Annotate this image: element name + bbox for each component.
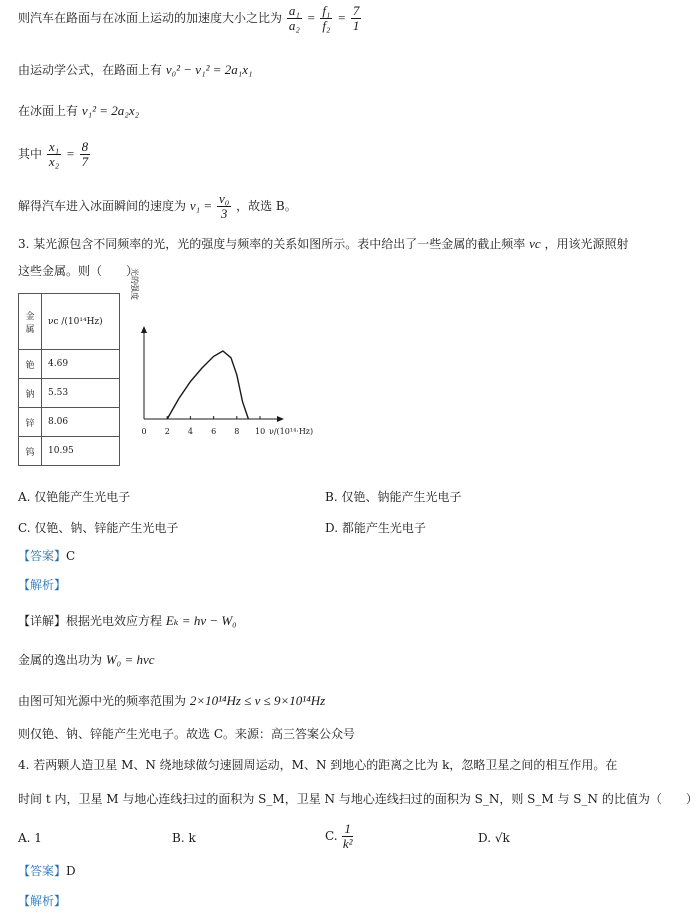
detail-line-1 <box>18 613 237 629</box>
fraction-f <box>320 4 332 33</box>
line3-text: 在冰面上有 <box>18 104 79 118</box>
q4-option-c-label: C. <box>325 829 338 843</box>
work-function-equation: W₀ = hνc <box>105 652 155 667</box>
v1-equals: v₁ = <box>189 198 213 213</box>
q4-text-2: 时间 t 内，卫星 M 与地心连线扫过的面积为 S_M，卫星 N 与地心连线扫过的面积为 S_N，则 S_M 与 S_N 的比值为（ ） <box>18 792 698 806</box>
line5-text: 解得汽车进入冰面瞬间的速度为 <box>18 199 187 213</box>
frac-den: k² <box>342 836 353 851</box>
q4-option-b: B. k <box>172 831 196 845</box>
frac-den: f₂ <box>322 18 331 33</box>
header-metal: 金属 <box>19 294 42 350</box>
equation-kinematics-ice: v₁² = 2a₂x₂ <box>81 103 140 118</box>
text-line-2 <box>18 62 253 78</box>
x-tick-label: 2 <box>164 427 170 436</box>
x-tick-label: 4 <box>187 427 193 436</box>
frac-num: 8 <box>81 139 89 154</box>
y-axis-label: 光的强度 <box>130 268 139 300</box>
q4-option-c <box>325 822 354 851</box>
question-3-line-2 <box>18 263 138 279</box>
q4-option-a: A. 1 <box>18 831 42 845</box>
q4-text-1: 4. 若两颗人造卫星 M、N 绕地球做匀速圆周运动，M、N 到地心的距离之比为 k，忽略卫星之间的相互作用。在 <box>18 758 618 772</box>
fraction-8-7 <box>80 140 91 169</box>
header-freq: νc /(10¹⁴Hz) <box>42 294 120 350</box>
detail-text-3: 由图可知光源中光的频率范围为 <box>18 694 187 708</box>
detail-text-1: 根据光电效应方程 <box>66 614 163 628</box>
frac-den: 1 <box>352 18 360 33</box>
line2-text: 由运动学公式，在路面上有 <box>18 63 163 77</box>
intensity-curve <box>167 351 248 419</box>
analysis-label: 【解析】 <box>18 578 67 592</box>
cell-freq: 4.69 <box>42 350 120 379</box>
frac-num: a₁ <box>288 3 300 18</box>
option-b: B. 仅铯、钠能产生光电子 <box>325 490 462 504</box>
cell-metal: 铯 <box>19 350 42 379</box>
cell-metal: 钠 <box>19 379 42 408</box>
frac-den: 7 <box>81 154 89 169</box>
question-3-line-1 <box>18 236 629 252</box>
x-tick-label: 8 <box>234 427 240 436</box>
frac-den: x₂ <box>48 154 60 169</box>
q4-option-d: D. √k <box>478 831 510 845</box>
q3-text-c: 这些金属。则（ ） <box>18 264 139 278</box>
answer-q3 <box>18 548 75 564</box>
cell-metal: 锌 <box>19 408 42 437</box>
cell-freq: 5.53 <box>42 379 120 408</box>
intensity-frequency-chart <box>130 268 330 442</box>
option-c: C. 仅铯、钠、锌能产生光电子 <box>18 521 179 535</box>
option-d: D. 都能产生光电子 <box>325 521 426 535</box>
equation-kinematics-road: v₀² − v₁² = 2a₁x₁ <box>165 62 253 77</box>
nu-c-symbol: νc <box>529 236 541 251</box>
option-a: A. 仅铯能产生光电子 <box>18 490 131 504</box>
cell-freq: 8.06 <box>42 408 120 437</box>
text-line-3 <box>18 103 139 119</box>
detail-line-3 <box>18 693 325 709</box>
answer-tag: 【答案】 <box>18 549 67 563</box>
answer-tag: 【答案】 <box>18 864 67 878</box>
text-line-1: 则汽车在路面与在冰面上运动的加速度大小之比为 $\frac{\text{a₁}}{\text{a₂}}$ = $\frac{\text{f₁}}{\text{f₂}}$ = $\frac{7}{1}$ <box>18 3 360 33</box>
detail-line-4 <box>18 726 355 742</box>
frac-num: 1 <box>344 821 351 836</box>
text-line-4: 其中 $\frac{\text{x₁}}{\text{x₂}}$ = $\frac{8}{7}$ <box>18 139 89 169</box>
fraction-x <box>47 140 61 169</box>
answer-q4 <box>18 863 76 879</box>
detail-text-2: 金属的逸出功为 <box>18 653 103 667</box>
cell-freq: 10.95 <box>42 437 120 466</box>
text-line-5 <box>18 192 297 221</box>
fraction-1-k2 <box>342 822 353 851</box>
x-axis-arrow <box>277 416 284 422</box>
answer-value: D <box>66 864 76 878</box>
metal-cutoff-table <box>18 293 120 466</box>
question-4-line-1 <box>18 757 617 773</box>
q3-text-b: ，用该光源照射 <box>544 237 629 251</box>
table-row <box>19 379 120 408</box>
detail-label: 【详解】 <box>18 614 67 628</box>
table-header-row <box>19 294 120 350</box>
frac-num: 7 <box>352 3 360 18</box>
analysis-label: 【解析】 <box>18 894 67 908</box>
fraction-v0-3 <box>217 192 231 221</box>
fraction-a <box>287 4 302 33</box>
y-axis-arrow <box>141 326 147 333</box>
table-row <box>19 408 120 437</box>
photoelectric-equation: Eₖ = hν − W₀ <box>165 613 237 628</box>
frac-num: x₁ <box>48 139 60 154</box>
cell-metal: 钨 <box>19 437 42 466</box>
line4-text: 其中 <box>18 147 43 161</box>
frac-num: f₁ <box>322 3 331 18</box>
q3-text-a: 3. 某光源包含不同频率的光，光的强度与频率的关系如图所示。表中给出了一些金属的截止频率 <box>18 237 526 251</box>
fraction-ratio <box>351 4 362 33</box>
table-row <box>19 437 120 466</box>
analysis-tag-2 <box>18 893 66 909</box>
x-tick-label: 0 <box>141 427 147 436</box>
table-row <box>19 350 120 379</box>
x-axis-label: ν/(10¹⁴·Hz) <box>269 427 314 436</box>
line5-tail: ，故选 B。 <box>236 199 297 213</box>
frequency-range: 2×10¹⁴Hz ≤ ν ≤ 9×10¹⁴Hz <box>189 693 326 708</box>
answer-value: C <box>66 549 76 563</box>
frac-den: 3 <box>220 206 228 221</box>
frac-num: v₀ <box>218 191 230 206</box>
detail-text-4: 则仅铯、钠、锌能产生光电子。故选 C。来源：高三答案公众号 <box>18 727 355 741</box>
line1-text: 则汽车在路面与在冰面上运动的加速度大小之比为 <box>18 11 283 25</box>
x-tick-label: 10 <box>255 427 266 436</box>
x-tick-label: 6 <box>211 427 217 436</box>
detail-line-2 <box>18 652 155 668</box>
frac-den: a₂ <box>288 18 300 33</box>
question-4-line-2 <box>18 791 698 807</box>
analysis-tag-1 <box>18 577 66 593</box>
